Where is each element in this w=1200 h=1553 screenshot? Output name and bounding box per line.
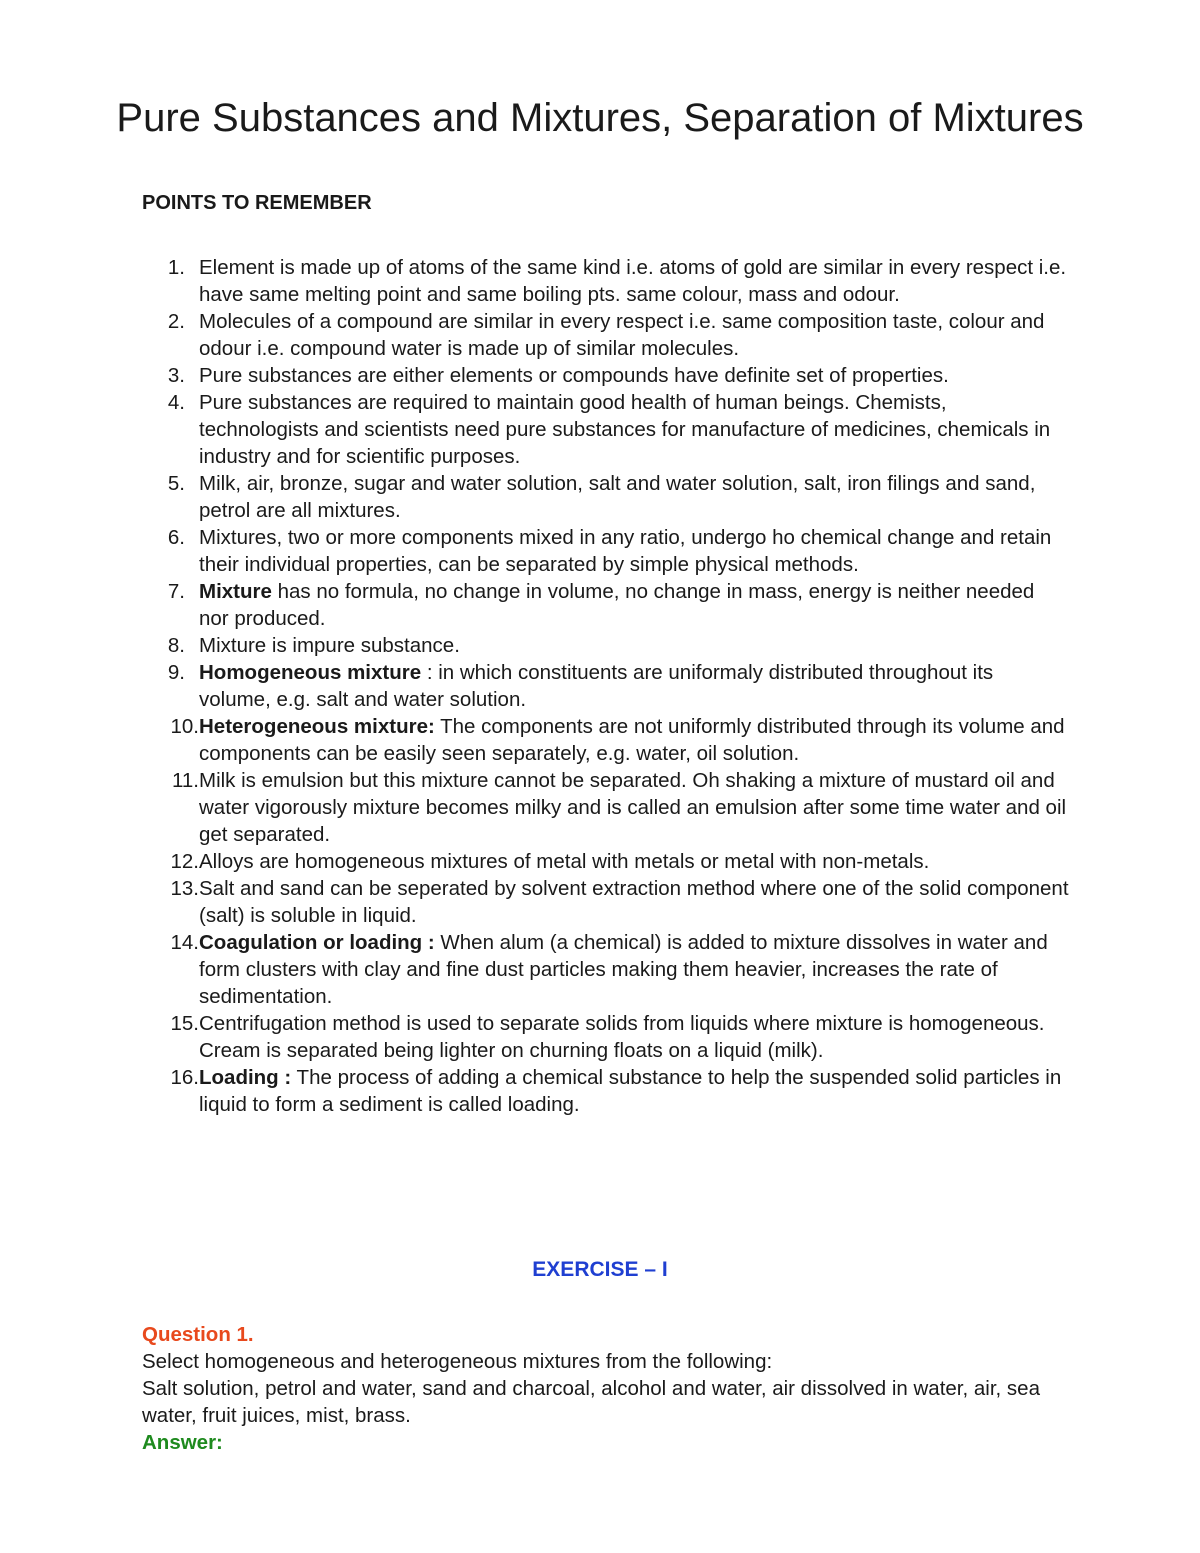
point-item <box>0 362 1200 389</box>
point-item <box>0 470 1200 524</box>
exercise-heading: EXERCISE – I <box>532 1258 668 1281</box>
point-text <box>199 632 1069 659</box>
point-number: 16. <box>170 1066 199 1089</box>
answer-label: Answer: <box>142 1431 223 1454</box>
point-term: Loading : <box>199 1066 292 1089</box>
point-item <box>0 524 1200 578</box>
point-text <box>199 389 1069 470</box>
point-item <box>0 929 1200 1010</box>
point-term: Coagulation or loading : <box>199 931 435 954</box>
point-text <box>199 659 1069 713</box>
point-text <box>199 767 1069 848</box>
point-number: 11. <box>172 769 199 792</box>
point-body-text: Alloys are homogeneous mixtures of metal with metals or metal with non-metals. <box>199 850 930 873</box>
point-number: 10. <box>170 715 199 738</box>
point-item <box>0 1010 1200 1064</box>
point-text <box>199 875 1069 929</box>
question-prompt: Select homogeneous and heterogeneous mixtures from the following: <box>142 1350 773 1373</box>
point-body-text: Milk is emulsion but this mixture cannot be separated. Oh shaking a mixture of mustard oil and water vigorously mixture becomes milky and is called an emulsion after some time water and oil get separated. <box>199 769 1067 846</box>
point-text <box>199 713 1069 767</box>
point-body-text: : in which constituents are uniformaly distributed throughout its volume, e.g. salt and water solution. <box>199 661 994 711</box>
point-number: 3. <box>167 364 185 387</box>
point-body-text: Milk, air, bronze, sugar and water solution, salt and water solution, salt, iron filings and sand, petrol are all mixtures. <box>199 472 1036 522</box>
point-body-text: The components are not uniformly distributed through its volume and components can be easily seen separately, e.g. water, oil solution. <box>199 715 1065 765</box>
point-number: 6. <box>167 526 185 549</box>
point-body-text: Molecules of a compound are similar in every respect i.e. same composition taste, colour and odour i.e. compound water is made up of similar molecules. <box>199 310 1045 360</box>
section-heading-points: POINTS TO REMEMBER <box>142 192 372 214</box>
point-number: 7. <box>167 580 185 603</box>
point-term: Heterogeneous mixture: <box>199 715 435 738</box>
point-number: 4. <box>167 391 185 414</box>
point-number: 12. <box>170 850 199 873</box>
point-item <box>0 659 1200 713</box>
question-options: Salt solution, petrol and water, sand and charcoal, alcohol and water, air dissolved in water, air, sea water, fruit juices, mist, brass. <box>142 1377 1040 1427</box>
point-number: 14. <box>170 931 199 954</box>
point-item <box>0 713 1200 767</box>
point-text <box>199 929 1069 1010</box>
point-text <box>199 1010 1069 1064</box>
point-number: 15. <box>170 1012 199 1035</box>
point-body-text: Pure substances are either elements or compounds have definite set of properties. <box>199 364 949 387</box>
point-number: 2. <box>167 310 185 333</box>
point-body-text: When alum (a chemical) is added to mixture dissolves in water and form clusters with clay and fine dust particles making them heavier, increases the rate of sedimentation. <box>199 931 1048 1008</box>
point-item <box>0 1064 1200 1118</box>
point-item <box>0 578 1200 632</box>
point-text <box>199 1064 1069 1118</box>
point-text <box>199 578 1069 632</box>
point-body-text: The process of adding a chemical substance to help the suspended solid particles in liquid to form a sediment is called loading. <box>199 1066 1062 1116</box>
point-item <box>0 308 1200 362</box>
point-body-text: Salt and sand can be seperated by solvent extraction method where one of the solid component (salt) is soluble in liquid. <box>199 877 1069 927</box>
point-number: 9. <box>167 661 185 684</box>
point-text <box>199 362 1069 389</box>
point-body-text: Mixtures, two or more components mixed in any ratio, undergo ho chemical change and retain their individual properties, can be separated by simple physical methods. <box>199 526 1052 576</box>
point-text <box>199 848 1069 875</box>
point-item <box>0 389 1200 470</box>
point-item <box>0 254 1200 308</box>
point-item <box>0 848 1200 875</box>
point-body-text: Centrifugation method is used to separate solids from liquids where mixture is homogeneous. Cream is separated being lighter on churning floats on a liquid (milk). <box>199 1012 1045 1062</box>
point-number: 13. <box>170 877 199 900</box>
point-item <box>0 632 1200 659</box>
document-title: Pure Substances and Mixtures, Separation of Mixtures <box>116 96 1084 140</box>
point-term: Homogeneous mixture <box>199 661 422 684</box>
point-text <box>199 470 1069 524</box>
point-body-text: Pure substances are required to maintain good health of human beings. Chemists, technologists and scientists need pure substances for manufacture of medicines, chemicals in industry and for scientific purposes. <box>199 391 1051 468</box>
point-number: 8. <box>167 634 185 657</box>
point-text <box>199 308 1069 362</box>
point-item <box>0 767 1200 848</box>
points-list <box>0 254 1200 1118</box>
point-term: Mixture <box>199 580 272 603</box>
question-block <box>142 1321 1052 1456</box>
point-text <box>199 524 1069 578</box>
point-number: 1. <box>167 256 185 279</box>
point-body-text: has no formula, no change in volume, no change in mass, energy is neither needed nor produced. <box>199 580 1035 630</box>
point-text <box>199 254 1069 308</box>
point-item <box>0 875 1200 929</box>
point-body-text: Mixture is impure substance. <box>199 634 460 657</box>
point-number: 5. <box>167 472 185 495</box>
point-body-text: Element is made up of atoms of the same kind i.e. atoms of gold are similar in every respect i.e. have same melting point and same boiling pts. same colour, mass and odour. <box>199 256 1067 306</box>
question-label: Question 1. <box>142 1323 254 1346</box>
